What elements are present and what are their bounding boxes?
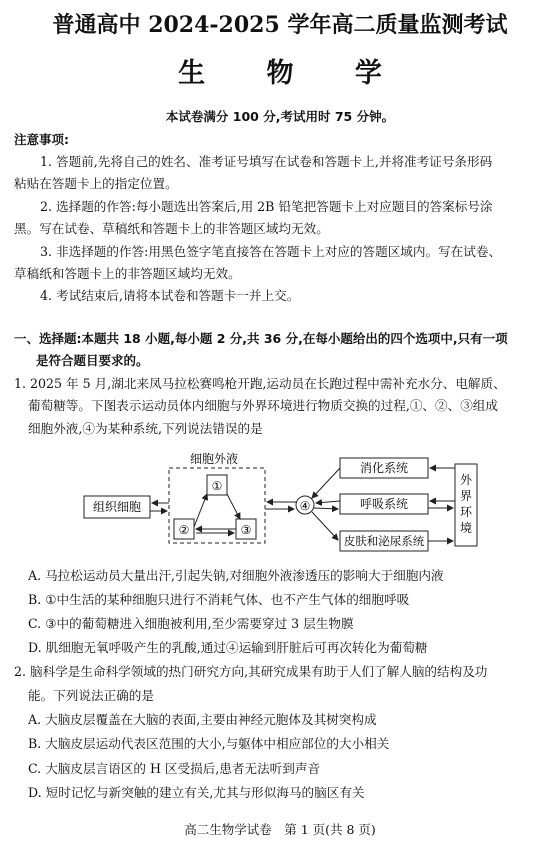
note-line: 黑。写在试卷、草稿纸和答题卡上的非答题区域均无效。 [14, 221, 329, 236]
arrow-4-to-respiratory [314, 508, 338, 509]
q1-option-b: B. ①中生活的某种细胞只进行不消耗气体、也不产生气体的细胞呼吸 [28, 592, 410, 607]
q2-option-c: C. 大脑皮层言语区的 H 区受损后,患者无法听到声音 [28, 761, 321, 776]
svg-text:界: 界 [459, 489, 473, 503]
arrow-digestive-to-4 [312, 468, 340, 498]
arrow-2-to-1 [194, 494, 207, 527]
note-line: 草稿纸和答题卡上的非答题区域均无效。 [14, 266, 241, 281]
q2-option-a: A. 大脑皮层覆盖在大脑的表面,主要由神经元胞体及其树突构成 [28, 712, 377, 727]
svg-text:境: 境 [459, 521, 473, 535]
respiratory-label: 呼吸系统 [359, 497, 409, 511]
question-1-stem: 1. 2025 年 5 月,湖北来凤马拉松赛鸣枪开跑,运动员在长跑过程中需补充水分、电解质、 [14, 376, 506, 391]
q1-option-a: A. 马拉松运动员大量出汗,引起失钠,对细胞外液渗透压的影响大于细胞内液 [28, 568, 444, 583]
note-line: 2. 选择题的作答:每小题选出答案后,用 2B 铅笔把答题卡上对应题目的答案标号涂 [40, 199, 493, 214]
notes-heading: 注意事项: [14, 132, 69, 147]
question-1-stem: 葡萄糖等。下图表示运动员体内细胞与外界环境进行物质交换的过程,①、②、③组成 [28, 398, 498, 413]
exchange-diagram [0, 450, 560, 560]
q2-option-d: D. 短时记忆与新突触的建立有关,尤其与形似海马的脑区有关 [28, 785, 365, 800]
note-line: 3. 非选择题的作答:用黑色签字笔直接答在答题卡上对应的答题区域内。写在试卷、 [40, 244, 502, 259]
node-1-label: ① [211, 479, 223, 493]
svg-text:外: 外 [459, 473, 473, 487]
svg-text:环: 环 [459, 505, 473, 519]
node-4-label: ④ [299, 499, 311, 513]
note-line: 1. 答题前,先将自己的姓名、准考证号填写在试卷和答题卡上,并将准考证号条形码 [40, 154, 493, 169]
question-2-stem: 2. 脑科学是生命科学领域的热门研究方向,其研究成果有助于人们了解人脑的结构及功 [14, 664, 488, 679]
node-2-label: ② [178, 523, 190, 537]
note-line: 4. 考试结束后,请将本试卷和答题卡一并上交。 [40, 288, 300, 303]
section-heading: 一、选择题:本题共 18 小题,每小题 2 分,共 36 分,在每小题给出的四个选项中,只有一项 [14, 331, 508, 346]
exam-meta: 本试卷满分 100 分,考试用时 75 分钟。 [165, 109, 395, 124]
extracellular-label: 细胞外液 [190, 452, 239, 466]
question-1-stem: 细胞外液,④为某种系统,下列说法错误的是 [28, 421, 263, 436]
exam-title: 普通高中 2024-2025 学年高二质量监测考试 [52, 12, 508, 38]
digestive-label: 消化系统 [359, 461, 409, 475]
tissue-cell-label: 组织细胞 [92, 500, 142, 514]
arrow-1-to-3 [227, 494, 240, 519]
subject-title: 生 物 学 [178, 58, 408, 89]
skin-urinary-label: 皮肤和泌尿系统 [343, 534, 425, 548]
page-footer: 高二生物学试卷 第 1 页(共 8 页) [184, 822, 376, 837]
q2-option-b: B. 大脑皮层运动代表区范围的大小,与躯体中相应部位的大小相关 [28, 736, 390, 751]
q1-option-c: C. ③中的葡萄糖进入细胞被利用,至少需要穿过 3 层生物膜 [28, 616, 354, 631]
node-3-label: ③ [240, 523, 252, 537]
arrow-4-to-skin [312, 512, 338, 540]
question-2-stem: 能。下列说法正确的是 [28, 688, 154, 703]
section-heading-cont: 是符合题目要求的。 [36, 353, 149, 368]
arrow-respiratory-to-4 [316, 501, 340, 503]
note-line: 粘贴在答题卡上的指定位置。 [14, 176, 178, 191]
q1-option-d: D. 肌细胞无氧呼吸产生的乳酸,通过④运输到肝脏后可再次转化为葡萄糖 [28, 640, 428, 655]
